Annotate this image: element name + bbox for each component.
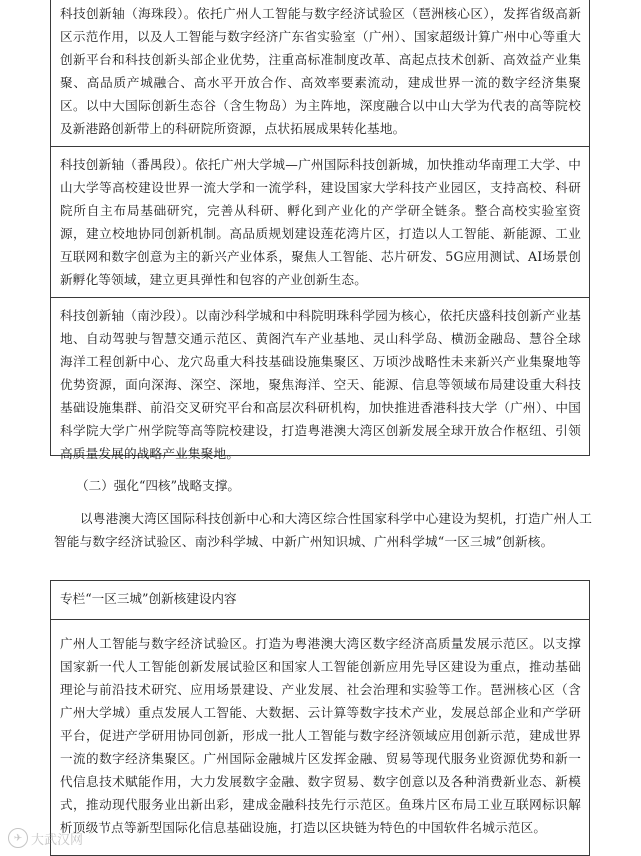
column-box-title: 专栏“一区三城”创新核建设内容 [51,581,589,620]
top-table [50,0,590,461]
section-heading: （二）强化“四核”战略支撑。 [76,478,241,493]
watermark-text: 大武汉网 [31,832,84,848]
watermark-logo-icon: ✈ [8,828,28,848]
watermark [8,828,83,848]
column-box-content: 广州人工智能与数字经济试验区。打造为粤港澳大湾区数字经济高质量发展示范区。以支撑国家新一代人工智能创新发展试验区和国家人工智能创新应用先导区建设为重点，推动基础理论与前沿技术研究、应用场景建设、产业发展、社会治理和实验等工作。琶洲核心区（含广州大学城）重点发展人工智能、大数据、云计算等数字技术产业，发展总部企业和产学研平台，促进产学研用协同创新，形成一批人工智能与数字经济领域应用创新示范，建成世界一流的数字经济集聚区。广州国际金融城片区发挥金融、贸易等现代服务业资源优势和新一代信息技术赋能作用，大力发展数字金融、数字贸易、数字创意以及各种消费新业态、新模式，推动现代服务业出新出彩，建成金融科技先行示范区。鱼珠片区布局工业互联网标识解析顶级节点等新型国际化信息基础设施，打造以区块链为特色的中国软件名城示范区。 [60,636,581,835]
panyu-paragraph: 科技创新轴（番禺段）。依托广州大学城—广州国际科技创新城，加快推动华南理工大学、中山大学等高校建设世界一流大学和一流学科，建设国家大学科技产业园区，支持高校、科研院所自主布局基础研究，完善从科研、孵化到产业化的产学研全链条。整合高校实验室资源，建立校地协同创新机制。高品质规划建设莲花湾片区，打造以人工智能、新能源、工业互联网和数字创意为主的新兴产业体系，聚焦人工智能、芯片研发、5G应用测试、AI场景创新孵化等领域，建立更具弹性和包容的产业创新生态。 [60,157,581,287]
nansha-paragraph: 科技创新轴（南沙段）。以南沙科学城和中科院明珠科学园为核心，依托庆盛科技创新产业基地、自动驾驶与智慧交通示范区、黄阁汽车产业基地、灵山科学岛、横沥金融岛、慧谷全球海洋工程创新中心、龙穴岛重大科技基础设施集聚区、万顷沙战略性未来新兴产业集聚地等优势资源，面向深海、深空、深地，聚焦海洋、空天、能源、信息等领域布局建设重大科技基础设施集群、前沿交叉研究平台和高层次科研机构，加快推进香港科技大学（广州）、中国科学院大学广州学院等高等院校建设，打造粤港澳大湾区创新发展全球开放合作枢纽、引领高质量发展的战略产业集聚地。 [60,308,581,461]
table-cell-panyu [51,146,589,297]
table-cell-nansha [51,297,589,471]
column-box [50,580,590,856]
body-paragraph: 以粤港澳大湾区国际科技创新中心和大湾区综合性国家科学中心建设为契机，打造广州人工智能与数字经济试验区、南沙科学城、中新广州知识城、广州科学城“一区三城”创新核。 [54,511,592,549]
table-cell-haizhu [51,0,589,146]
haizhu-paragraph: 科技创新轴（海珠段）。依托广州人工智能与数字经济试验区（琶洲核心区），发挥省级高新区示范作用，以及人工智能与数字经济广东省实验室（广州）、国家超级计算广州中心等重大创新平台和科技创新头部企业优势，注重高标准制度改革、高起点技术创新、高效益产业集聚、高品质产城融合、高水平开放合作、高效率要素流动，建成世界一流的数字经济集聚区。以中大国际创新生态谷（含生物岛）为主阵地，深度融合以中山大学为代表的高等院校及新港路创新带上的科研院所资源，点状拓展成果转化基地。 [60,6,581,136]
